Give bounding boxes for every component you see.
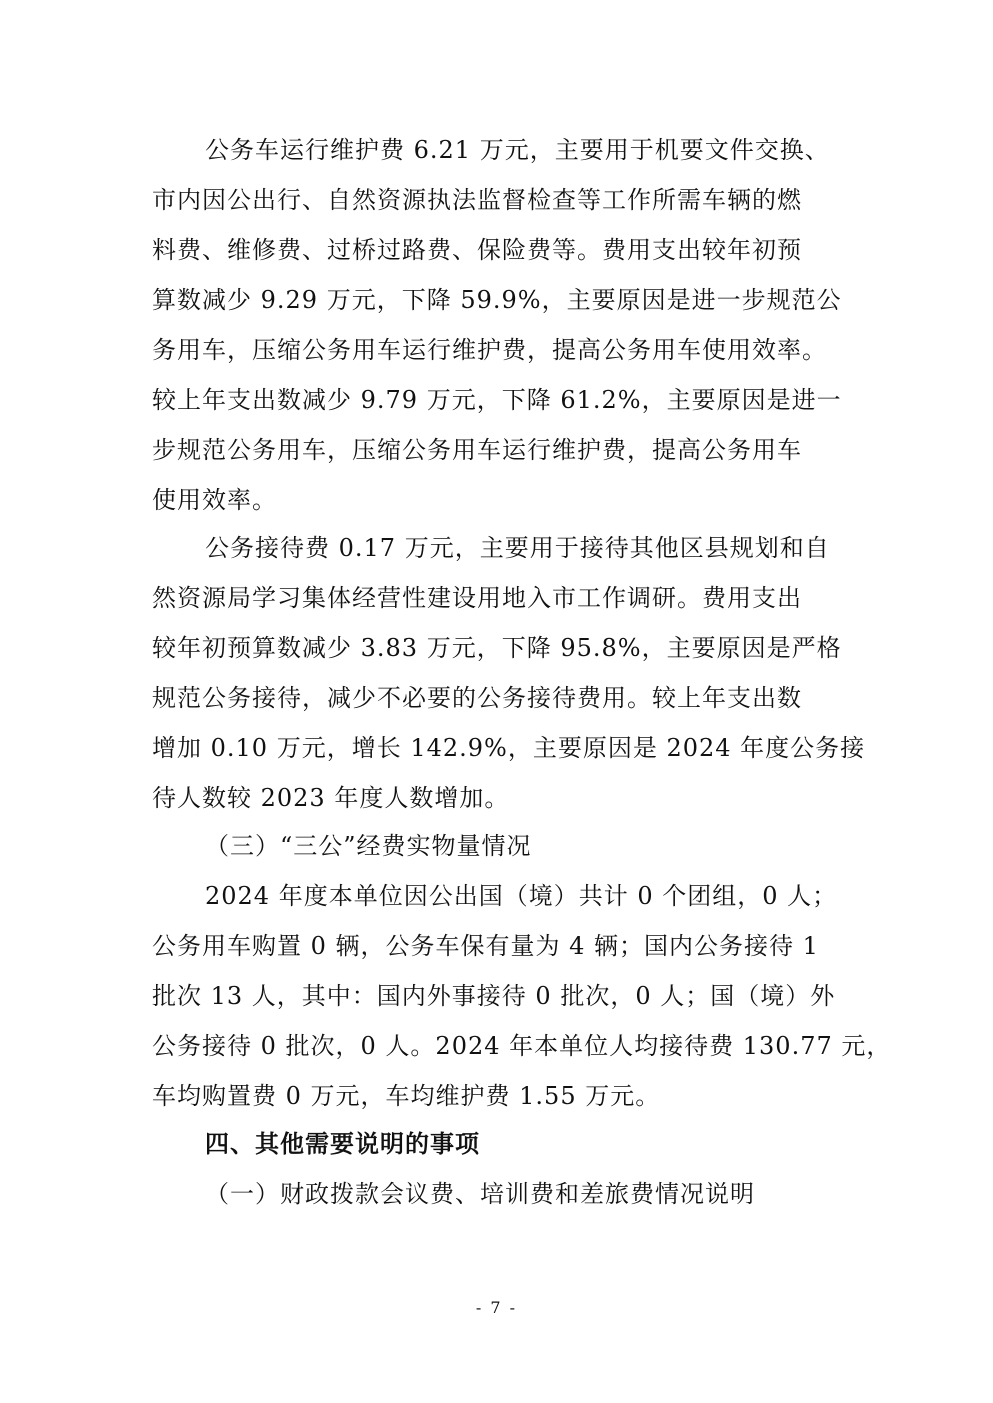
paragraph-vehicle-line-3: 料费、维修费、过桥过路费、保险费等。费用支出较年初预 bbox=[152, 236, 802, 264]
paragraph-vehicle-line-8: 使用效率。 bbox=[152, 486, 277, 514]
paragraph-quantity-line-5: 车均购置费 0 万元，车均维护费 1.55 万元。 bbox=[152, 1082, 661, 1110]
paragraph-vehicle-line-4: 算数减少 9.29 万元，下降 59.9%，主要原因是进一步规范公 bbox=[152, 286, 842, 314]
paragraph-reception-line-1: 公务接待费 0.17 万元，主要用于接待其他区县规划和自 bbox=[205, 534, 830, 562]
paragraph-vehicle-line-6: 较上年支出数减少 9.79 万元，下降 61.2%，主要原因是进一 bbox=[152, 386, 842, 414]
section-heading-other-matters: 四、其他需要说明的事项 bbox=[205, 1130, 480, 1158]
paragraph-reception-line-5: 增加 0.10 万元，增长 142.9%，主要原因是 2024 年度公务接 bbox=[152, 734, 866, 762]
subsection-heading-meeting-training-travel: （一）财政拨款会议费、培训费和差旅费情况说明 bbox=[205, 1180, 755, 1208]
paragraph-vehicle-line-2: 市内因公出行、自然资源执法监督检查等工作所需车辆的燃 bbox=[152, 186, 802, 214]
paragraph-quantity-line-2: 公务用车购置 0 辆，公务车保有量为 4 辆；国内公务接待 1 bbox=[152, 932, 819, 960]
paragraph-reception-line-3: 较年初预算数减少 3.83 万元，下降 95.8%，主要原因是严格 bbox=[152, 634, 842, 662]
page-number: - 7 - bbox=[475, 1298, 518, 1317]
paragraph-quantity-line-4: 公务接待 0 批次，0 人。2024 年本单位人均接待费 130.77 元， bbox=[152, 1032, 892, 1060]
paragraph-reception-line-2: 然资源局学习集体经营性建设用地入市工作调研。费用支出 bbox=[152, 584, 802, 612]
paragraph-vehicle-line-7: 步规范公务用车，压缩公务用车运行维护费，提高公务用车 bbox=[152, 436, 802, 464]
paragraph-quantity-line-3: 批次 13 人，其中：国内外事接待 0 批次，0 人；国（境）外 bbox=[152, 982, 836, 1010]
section-heading-three-public: （三）“三公”经费实物量情况 bbox=[205, 832, 532, 860]
paragraph-vehicle-line-1: 公务车运行维护费 6.21 万元，主要用于机要文件交换、 bbox=[205, 136, 830, 164]
paragraph-reception-line-6: 待人数较 2023 年度人数增加。 bbox=[152, 784, 510, 812]
paragraph-quantity-line-1: 2024 年度本单位因公出国（境）共计 0 个团组，0 人； bbox=[205, 882, 838, 910]
paragraph-reception-line-4: 规范公务接待，减少不必要的公务接待费用。较上年支出数 bbox=[152, 684, 802, 712]
paragraph-vehicle-line-5: 务用车，压缩公务用车运行维护费，提高公务用车使用效率。 bbox=[152, 336, 827, 364]
